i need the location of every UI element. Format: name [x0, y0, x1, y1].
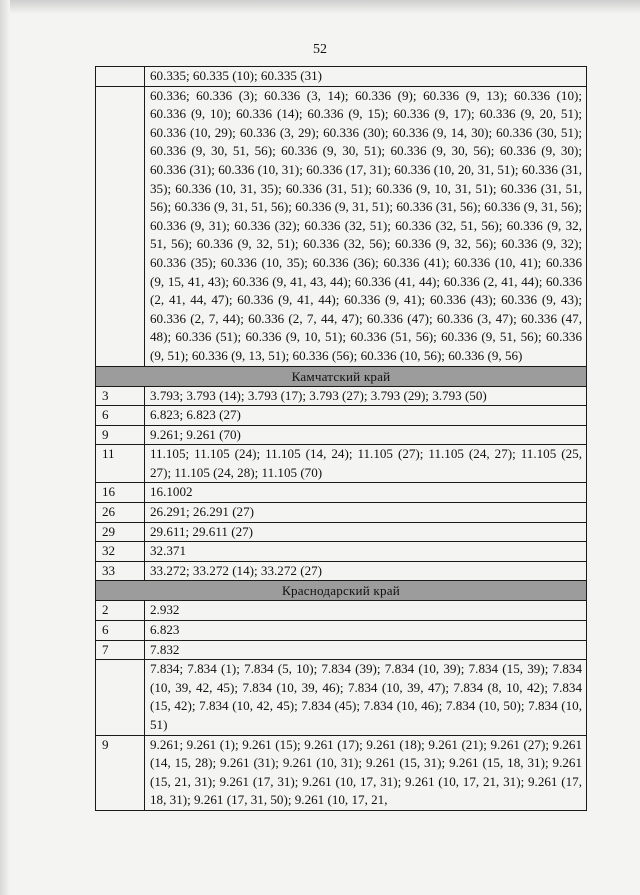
table-row: [96, 445, 587, 483]
region-name: Камчатский край: [96, 366, 587, 386]
table-row: [96, 640, 587, 660]
subclass-list-cell: 32.371: [145, 542, 587, 562]
class-code-cell: 2: [96, 601, 145, 621]
class-code-cell: 7: [96, 640, 145, 660]
subclass-list-cell: 9.261; 9.261 (1); 9.261 (15); 9.261 (17); 9.261 (18); 9.261 (21); 9.261 (27); 9.261 (14, 15, 28); 9.261 (31); 9.261 (10, 31); 9.261 (15, 31); 9.261 (15, 18, 31); 9.261 (15, 21, 31); 9.261 (17, 31); 9.261 (10, 17, 31); 9.261 (10, 17, 21, 31); 9.261 (17, 18, 31); 9.261 (17, 31, 50); 9.261 (10, 17, 21,: [145, 735, 587, 810]
class-code-cell: 9: [96, 425, 145, 445]
table-row: [96, 735, 587, 810]
table-row: [96, 425, 587, 445]
table-row: [96, 86, 587, 366]
class-code-cell: 16: [96, 483, 145, 503]
class-code-cell: 29: [96, 522, 145, 542]
class-code-cell: 3: [96, 386, 145, 406]
class-code-cell: 26: [96, 503, 145, 523]
table-row: [96, 503, 587, 523]
class-code-cell: [96, 660, 145, 735]
codes-table: [95, 66, 587, 811]
subclass-list-cell: 6.823: [145, 621, 587, 641]
class-code-cell: 9: [96, 735, 145, 810]
table-row: [96, 621, 587, 641]
table-row: [96, 386, 587, 406]
region-name: Краснодарский край: [96, 581, 587, 601]
scan-shadow-left: [0, 0, 10, 895]
subclass-list-cell: 29.611; 29.611 (27): [145, 522, 587, 542]
class-code-cell: [96, 67, 145, 87]
subclass-list-cell: 60.336; 60.336 (3); 60.336 (3, 14); 60.336 (9); 60.336 (9, 13); 60.336 (10); 60.336 (9, 10); 60.336 (14); 60.336 (9, 15); 60.336 (9, 17); 60.336 (9, 20, 51); 60.336 (10, 29); 60.336 (3, 29); 60.336 (30); 60.336 (9, 14, 30); 60.336 (30, 51); 60.336 (9, 30, 51, 56); 60.336 (9, 30, 51); 60.336 (9, 30, 56); 60.336 (9, 30); 60.336 (31); 60.336 (10, 31); 60.336 (17, 31); 60.336 (10, 20, 31, 51); 60.336 (31, 35); 60.336 (10, 31, 35); 60.336 (31, 51); 60.336 (9, 10, 31, 51); 60.336 (31, 51, 56); 60.336 (9, 31, 51, 56); 60.336 (9, 31, 51); 60.336 (31, 56); 60.336 (9, 31, 56); 60.336 (9, 31); 60.336 (32); 60.336 (32, 51); 60.336 (32, 51, 56); 60.336 (9, 32, 51, 56); 60.336 (9, 32, 51); 60.336 (32, 56); 60.336 (9, 32, 56); 60.336 (9, 32); 60.336 (35); 60.336 (10, 35); 60.336 (36); 60.336 (41); 60.336 (10, 41); 60.336 (9, 15, 41, 43); 60.336 (9, 41, 43, 44); 60.336 (41, 44); 60.336 (2, 41, 44); 60.336 (2, 41, 44, 47); 60.336 (9, 41, 44); 60.336 (9, 41); 60.336 (43); 60.336 (9, 43); 60.336 (2, 7, 44); 60.336 (2, 7, 44, 47); 60.336 (47); 60.336 (3, 47); 60.336 (47, 48); 60.336 (51); 60.336 (9, 10, 51); 60.336 (51, 56); 60.336 (9, 51, 56); 60.336 (9, 51); 60.336 (9, 13, 51); 60.336 (56); 60.336 (10, 56); 60.336 (9, 56): [145, 86, 587, 366]
class-code-cell: 6: [96, 621, 145, 641]
region-header-row: [96, 366, 587, 386]
table-row: [96, 522, 587, 542]
table-row: [96, 67, 587, 87]
table-row: [96, 542, 587, 562]
scan-shadow-top: [0, 0, 640, 14]
subclass-list-cell: 7.834; 7.834 (1); 7.834 (5, 10); 7.834 (39); 7.834 (10, 39); 7.834 (15, 39); 7.834 (10, 39, 42, 45); 7.834 (10, 39, 46); 7.834 (10, 39, 47); 7.834 (8, 10, 42); 7.834 (15, 42); 7.834 (10, 42, 45); 7.834 (45); 7.834 (10, 46); 7.834 (10, 50); 7.834 (10, 51): [145, 660, 587, 735]
subclass-list-cell: 11.105; 11.105 (24); 11.105 (14, 24); 11.105 (27); 11.105 (24, 27); 11.105 (25, 27); 11.105 (24, 28); 11.105 (70): [145, 445, 587, 483]
class-code-cell: [96, 86, 145, 366]
table-row: [96, 406, 587, 426]
subclass-list-cell: 33.272; 33.272 (14); 33.272 (27): [145, 561, 587, 581]
table-row: [96, 660, 587, 735]
region-header-row: [96, 581, 587, 601]
subclass-list-cell: 60.335; 60.335 (10); 60.335 (31): [145, 67, 587, 87]
class-code-cell: 6: [96, 406, 145, 426]
subclass-list-cell: 16.1002: [145, 483, 587, 503]
subclass-list-cell: 3.793; 3.793 (14); 3.793 (17); 3.793 (27); 3.793 (29); 3.793 (50): [145, 386, 587, 406]
subclass-list-cell: 7.832: [145, 640, 587, 660]
subclass-list-cell: 9.261; 9.261 (70): [145, 425, 587, 445]
table-row: [96, 561, 587, 581]
class-code-cell: 33: [96, 561, 145, 581]
subclass-list-cell: 26.291; 26.291 (27): [145, 503, 587, 523]
codes-table-body: [96, 67, 587, 811]
subclass-list-cell: 6.823; 6.823 (27): [145, 406, 587, 426]
subclass-list-cell: 2.932: [145, 601, 587, 621]
class-code-cell: 11: [96, 445, 145, 483]
class-code-cell: 32: [96, 542, 145, 562]
page-number: 52: [313, 42, 327, 57]
table-row: [96, 483, 587, 503]
table-row: [96, 601, 587, 621]
